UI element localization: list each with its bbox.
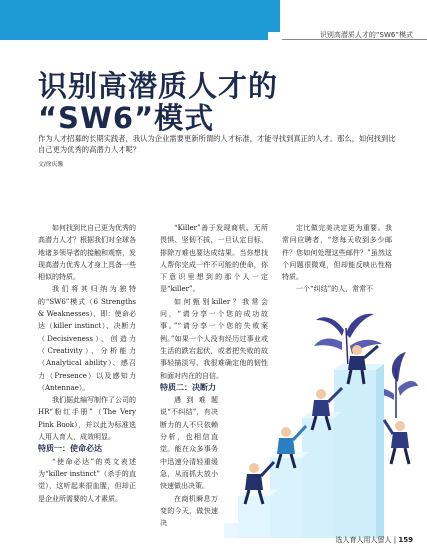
section-heading-1: 特质一：使命必达 xyxy=(38,444,102,454)
column-3 xyxy=(282,222,392,296)
paragraph: 我们将其归纳为独特的“SW6”模式（6 Strengths & Weaknesses），即：使命必达（killer instinct）、决断力（Decisiveness）、创造力（Creativity）、分析能力（Analytical ability）、感召力（Presence）以及感知力（Antennae）。 xyxy=(38,285,136,392)
article-author: 文/徐庆馨 xyxy=(38,162,64,168)
paragraph: 我们据此编写制作了公司的HR“粉红手册”（The Very Pink Book），并以此为标准选人用人育人，成效明显。 xyxy=(38,396,136,442)
plant-icon xyxy=(314,314,382,368)
article-title-line2: “SW6”模式 xyxy=(38,101,215,135)
header-accent-bar xyxy=(0,0,280,32)
paragraph: 一个“纠结”的人，常常不 xyxy=(296,285,374,294)
paragraph: 在商机瞬息万变的今天，做快速决 xyxy=(160,494,218,528)
footer-separator: | xyxy=(393,536,397,544)
running-title: 识别高潜质人才的“SW6”模式 xyxy=(319,31,413,39)
magazine-name: 选人育人用人留人 xyxy=(335,536,392,544)
paragraph: 如何找到比自己更为优秀的高潜力人才？根据我们对全球各地诸多领导者的接触和观察，发现高潜力优秀人才身上具备一些相似的特质。 xyxy=(38,224,136,282)
team-climbing-stairs-illustration xyxy=(224,308,419,538)
paragraph: 遇到难题说“不纠结”，有决断力的人不只依赖分析，也相信直觉。能在众多事务中迅速分清轻重缓急，从而抓大放小快速做出决策。 xyxy=(160,396,218,491)
paragraph: “使命必达”的英文表述为“killer instinct”（杀手的直觉），这听起来很血腥，但却正是企业所需要的人才素质。 xyxy=(38,457,136,503)
column-1 xyxy=(38,222,136,505)
paragraph: 定比做完美决定更为重要。我常问应聘者，“您每天收到多少邮件？您如何处理这些邮件？”虽然这个问题很微观，但却能反映出性格特质。 xyxy=(282,224,392,282)
header-accent-notch xyxy=(0,32,268,40)
page-number: 159 xyxy=(398,536,413,544)
section-heading-2: 特质二：决断力 xyxy=(160,382,216,392)
page-footer xyxy=(336,535,413,545)
header-band xyxy=(0,0,427,40)
paragraph: “Killer”善于发现商机、无所畏惧、坚韧不拔，一旦认定目标，排除万难也要达成结果。当你想找人帮你完成一件不可能的使命，你下意识里想到的那个人一定是“killer”。 xyxy=(160,224,268,294)
article-title-line1: 识别高潜质人才的 xyxy=(38,69,279,103)
article-lede: 作为人才招募的长期实践者，我认为企业需要更新所谓的人才标准，才能寻找到真正的人才。那么，如何找到比自己更为优秀的高潜力人才呢？ xyxy=(38,134,396,154)
paragraph: 如何甄别killer？我常会问，“请分享一个您的成功故事。”“请分享一个您的失败案例。”如果一个人没有经历过事业或生活的跌宕起伏，或者把失败的故事轻描淡写，我很难确定他的韧性和面对内在的自信。 xyxy=(160,297,268,380)
stairs xyxy=(224,364,384,538)
person-icon xyxy=(384,420,409,464)
article-title xyxy=(38,70,358,134)
